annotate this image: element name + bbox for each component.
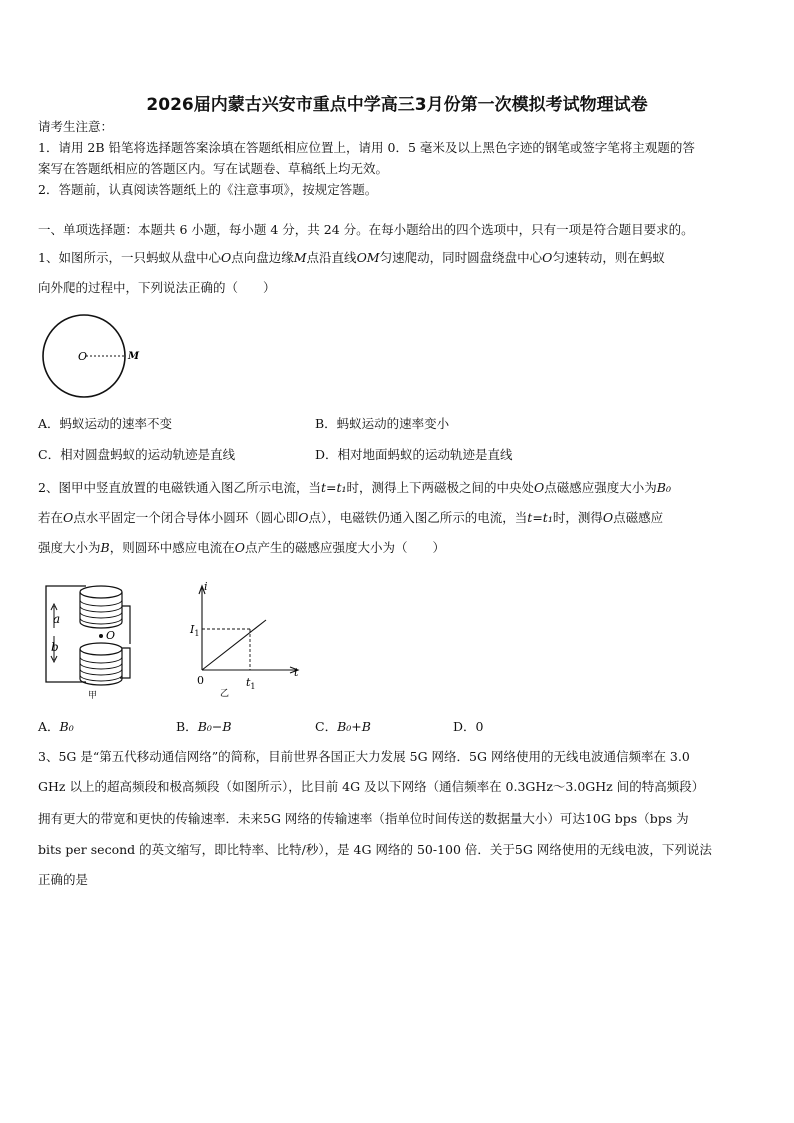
q1-line-1: 1、如图所示，一只蚂蚁从盘中心O点向盘边缘M点沿直线OM匀速爬动，同时圆盘绕盘中心O匀速转动，则在蚂蚁	[38, 250, 665, 265]
q1-option-d: D．相对地面蚂蚁的运动轨迹是直线	[315, 447, 513, 462]
fig-label-m: M	[128, 351, 140, 362]
q1-option-c: C．相对圆盘蚂蚁的运动轨迹是直线	[38, 447, 236, 462]
lower-coil-top	[80, 643, 122, 655]
notice-item-2: 2．答题前，认真阅读答题纸上的《注意事项》，按规定答题。	[38, 182, 378, 197]
label-i: i	[204, 580, 208, 593]
q2-option-c: C．B₀+B	[315, 719, 371, 734]
label-b: b	[51, 640, 59, 654]
q2-option-d: D．0	[453, 719, 484, 734]
fig-label-o: O	[78, 350, 88, 363]
upper-coil-top	[80, 586, 122, 598]
point-o	[99, 634, 103, 638]
notice-heading: 请考生注意：	[38, 119, 114, 134]
q2-option-a: A．B₀	[38, 719, 74, 734]
q1-option-a: A．蚂蚁运动的速率不变	[38, 416, 173, 431]
current-line	[202, 620, 266, 670]
q3-line-3: 拥有更大的带宽和更快的传输速率．未来5G 网络的传输速率（指单位时间传送的数据量大小）可达10G bps（bps 为	[38, 811, 689, 826]
label-o: O	[106, 629, 116, 642]
q2-line-1: 2、图甲中竖直放置的电磁铁通入图乙所示电流，当t=t₁时，测得上下两磁极之间的中央处O点磁感应强度大小为B₀	[38, 480, 671, 495]
page-title: 2026届内蒙古兴安市重点中学高三3月份第一次模拟考试物理试卷	[146, 95, 648, 115]
label-a: a	[53, 612, 61, 626]
q3-line-4: bits per second 的英文缩写，即比特率、比特/秒），是 4G 网络的 50-100 倍．关于5G 网络使用的无线电波，下列说法	[38, 842, 712, 857]
label-t-axis: t	[294, 666, 299, 679]
caption-jia: 甲	[88, 691, 98, 701]
q2-line-2: 若在O点水平固定一个闭合导体小圆环（圆心即O点），电磁铁仍通入图乙所示的电流，当t=t₁时，测得O点磁感应	[38, 510, 664, 525]
q1-disk-figure	[40, 312, 140, 402]
notice-item-1-line-2: 案写在答题纸相应的答题区内。写在试题卷、草稿纸上均无效。	[38, 161, 389, 176]
notice-item-1-line-1: 1．请用 2B 铅笔将选择题答案涂填在答题纸相应位置上，请用 0．5 毫米及以上黑色字迹的钢笔或签字笔将主观题的答	[38, 140, 695, 155]
q2-line-3: 强度大小为B，则圆环中感应电流在O点产生的磁感应强度大小为（ ）	[38, 540, 445, 555]
section-1-heading: 一、单项选择题：本题共 6 小题，每小题 4 分，共 24 分。在每小题给出的四个选项中，只有一项是符合题目要求的。	[38, 222, 694, 237]
label-origin: 0	[197, 674, 204, 687]
caption-yi: 乙	[220, 689, 230, 699]
q3-line-2: GHz 以上的超高频段和极高频段（如图所示），比目前 4G 及以下网络（通信频率在 0.3GHz～3.0GHz 间的特高频段）	[38, 779, 705, 794]
q3-line-5: 正确的是	[38, 872, 89, 887]
q2-option-b: B．B₀−B	[176, 719, 232, 734]
q2-current-graph	[186, 578, 306, 698]
frame-right-upper	[122, 606, 130, 644]
q2-electromagnet-figure	[40, 576, 140, 701]
label-t1: $t_1$	[246, 676, 256, 691]
q1-line-2: 向外爬的过程中，下列说法正确的（ ）	[38, 280, 276, 295]
q3-line-1: 3、5G 是“第五代移动通信网络”的简称，目前世界各国正大力发展 5G 网络．5G 网络使用的无线电波通信频率在 3.0	[38, 749, 690, 764]
label-I1: $I_1$	[190, 623, 200, 638]
q1-option-b: B．蚂蚁运动的速率变小	[315, 416, 450, 431]
